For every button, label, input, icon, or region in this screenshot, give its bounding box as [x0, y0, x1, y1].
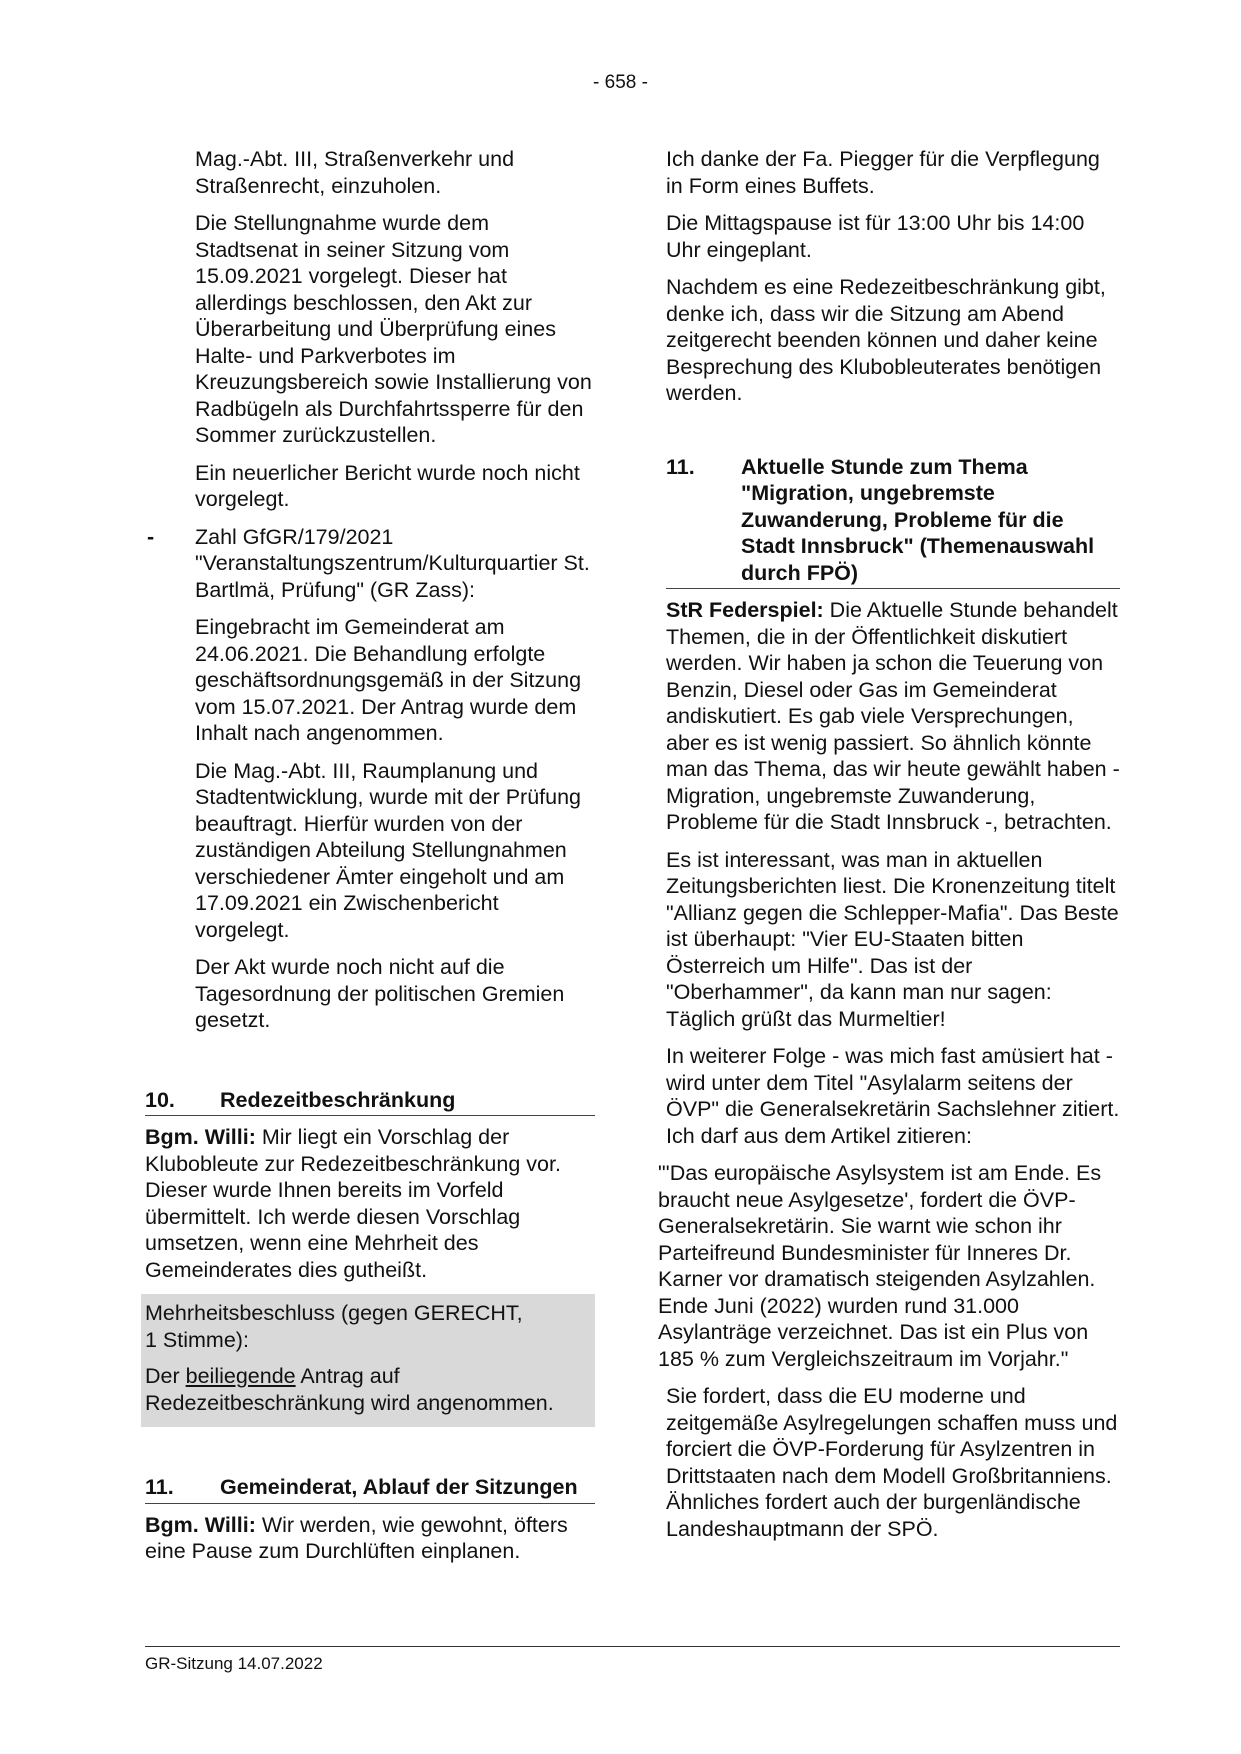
section-number: 10. [145, 1087, 175, 1112]
footer-text: GR-Sitzung 14.07.2022 [145, 1654, 323, 1673]
speech-text: Mir liegt ein Vorschlag der Klubobleute zur Redezeitbeschränkung vor. Dieser wurde Ihnen bereits im Vorfeld übermittelt. Ich werde diesen Vorschlag umsetzen, wenn eine Mehrheit des Gemeinderates dies gutheißt. [145, 1125, 561, 1282]
paragraph: Nachdem es eine Redezeitbeschränkung gibt, denke ich, dass wir die Sitzung am Abend zeitgerecht beenden können und daher keine Besprechung des Klubobleuterates benötigen werden. [666, 275, 1106, 405]
dash-marker: - [147, 524, 155, 549]
section-number: 11. [145, 1475, 174, 1499]
speech-paragraph [145, 1512, 595, 1565]
speech-paragraph [666, 597, 1120, 836]
section-title: Aktuelle Stunde zum Thema "Migration, ungebremste Zuwanderung, Probleme für die Stadt Innsbruck" (Themenauswahl durch FPÖ) [741, 454, 1095, 585]
section-number: 11. [666, 454, 695, 479]
paragraph: Der Akt wurde noch nicht auf die Tagesordnung der politischen Gremien gesetzt. [195, 955, 565, 1032]
paragraph: Sie fordert, dass die EU moderne und zeitgemäße Asylregelungen schaffen muss und forciert die ÖVP-Forderung für Asylzentren in Drittstaaten nach dem Modell Großbritanniens. Ähnliches fordert auch der burgenländische Landeshauptmann der SPÖ. [666, 1384, 1118, 1541]
dash-list-item [145, 524, 595, 604]
speaker-name: StR Federspiel: [666, 598, 824, 622]
section-heading-11-aktuelle-stunde [666, 454, 1120, 590]
paragraph: In weiterer Folge - was mich fast amüsiert hat - wird unter dem Titel "Asylalarm seitens der ÖVP" die Generalsekretärin Sachslehner zitiert. Ich darf aus dem Artikel zitieren: [666, 1044, 1120, 1148]
section-title: Gemeinderat, Ablauf der Sitzungen [220, 1475, 578, 1499]
paragraph: Die Mittagspause ist für 13:00 Uhr bis 14:00 Uhr eingeplant. [666, 211, 1085, 262]
speech-text: Die Aktuelle Stunde behandelt Themen, die in der Öffentlichkeit diskutiert werden. Wir haben ja schon die Teuerung von Benzin, Diesel oder Gas im Gemeinderat andiskutiert. Es gab viele Versprechungen, aber es ist wenig passiert. So ähnlich könnte man das Thema, das wir heute gewählt haben - Migration, ungebremste Zuwanderung, Probleme für die Stadt Innsbruck -, betrachten. [666, 598, 1120, 834]
decision-text [145, 1363, 591, 1416]
speaker-name: Bgm. Willi: [145, 1125, 256, 1149]
page-number: - 658 - [593, 72, 648, 93]
decision-result [145, 1300, 591, 1353]
quotation: "'Das europäische Asylsystem ist am Ende. Es braucht neue Asylgesetze', fordert die ÖVP-Generalsekretärin. Sie warnt wie schon ihr Parteifreund Bundesminister für Inneres Dr. Karner vor dramatisch steigenden Asylzahlen. Ende Juni (2022) wurden rund 31.000 Asylanträge verzeichnet. Das ist ein Plus von 185 % zum Vergleichszeitraum im Vorjahr." [658, 1161, 1102, 1371]
section-title: Redezeitbeschränkung [220, 1087, 456, 1112]
speech-paragraph [145, 1124, 595, 1283]
decision-text-part: Antrag auf Redezeitbeschränkung wird angenommen. [145, 1364, 554, 1415]
section-heading-11 [145, 1474, 595, 1504]
beiliegende-link: beiliegende [185, 1364, 296, 1388]
paragraph: Ich danke der Fa. Piegger für die Verpflegung in Form eines Buffets. [666, 147, 1100, 198]
list-item-text: Zahl GfGR/179/2021 "Veranstaltungszentrum/Kulturquartier St. Bartlmä, Prüfung" (GR Zass): [195, 524, 590, 602]
paragraph: Es ist interessant, was man in aktuellen Zeitungsberichten liest. Die Kronenzeitung titelt "Allianz gegen die Schlepper-Mafia". Das Beste ist überhaupt: "Vier EU-Staaten bitten Österreich um Hilfe". Das ist der "Oberhammer", da kann man nur sagen: Täglich grüßt das Murmeltier! [666, 847, 1119, 1031]
footer-divider [145, 1646, 1120, 1647]
right-column [658, 146, 1120, 1553]
speaker-name: Bgm. Willi: [145, 1512, 256, 1537]
paragraph: Die Mag.-Abt. III, Raumplanung und Stadtentwicklung, wurde mit der Prüfung beauftragt. Hierfür wurden von der zuständigen Abteilung Stellungnahmen verschiedener Ämter eingeholt und am 17.09.2021 ein Zwischenbericht vorgelegt. [195, 758, 582, 942]
left-column [145, 146, 595, 1576]
paragraph: Ein neuerlicher Bericht wurde noch nicht vorgelegt. [195, 460, 580, 511]
decision-box [141, 1294, 595, 1427]
decision-result-line: 1 Stimme): [145, 1327, 249, 1352]
decision-text-part: Der [145, 1364, 186, 1388]
speech-text: Wir werden, wie gewohnt, öfters eine Pause zum Durchlüften einplanen. [145, 1512, 568, 1563]
paragraph: Eingebracht im Gemeinderat am 24.06.2021. Die Behandlung erfolgte geschäftsordnungsgemäß in der Sitzung vom 15.07.2021. Der Antrag wurde dem Inhalt nach angenommen. [195, 615, 582, 745]
paragraph: Die Stellungnahme wurde dem Stadtsenat in seiner Sitzung vom 15.09.2021 vorgelegt. Dieser hat allerdings beschlossen, den Akt zur Überarbeitung und Überprüfung eines Halte- und Parkverbotes im Kreuzungsbereich sowie Installierung von Radbügeln als Durchfahrtssperre für den Sommer zurückzustellen. [195, 211, 592, 447]
decision-result-line: Mehrheitsbeschluss (gegen GERECHT, [145, 1301, 523, 1325]
section-heading-10 [145, 1087, 595, 1117]
paragraph: Mag.-Abt. III, Straßenverkehr und Straßenrecht, einzuholen. [195, 147, 515, 198]
